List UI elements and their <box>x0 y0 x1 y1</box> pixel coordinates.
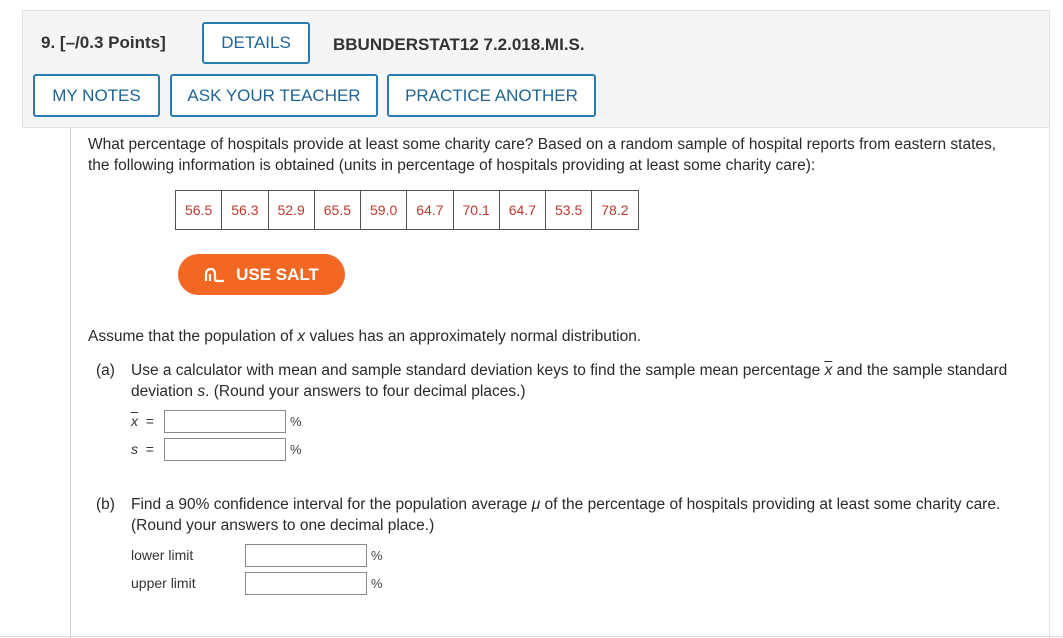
content-border-bottom <box>0 636 1063 637</box>
problem-id: BBUNDERSTAT12 7.2.018.MI.S. <box>333 35 585 54</box>
lower-limit-label: lower limit <box>131 547 194 563</box>
table-row <box>176 191 639 230</box>
data-table <box>175 190 639 230</box>
question-header <box>22 10 1050 128</box>
s-unit: % <box>290 442 302 457</box>
data-cell: 78.2 <box>592 191 638 230</box>
assumption-text: Assume that the population of x values has an approximately normal distribution. <box>88 328 642 345</box>
intro-text: What percentage of hospitals provide at least some charity care? Based on a random sample of hospital reports from eastern states, the following information is obtained (units in percentage of hospitals providing at least some charity care): <box>88 136 997 174</box>
use-salt-label: USE SALT <box>236 264 319 284</box>
data-cell: 52.9 <box>268 191 314 230</box>
use-salt-button[interactable] <box>178 254 345 295</box>
part-b-instructions: Find a 90% confidence interval for the population average μ of the percentage of hospitals providing at least some charity care. (Round your answers to one decimal place.) <box>131 496 1001 534</box>
ask-your-teacher-button[interactable]: ASK YOUR TEACHER <box>170 74 378 117</box>
data-cell: 70.1 <box>453 191 499 230</box>
salt-icon <box>204 266 226 284</box>
data-cell: 64.7 <box>499 191 545 230</box>
upper-limit-unit: % <box>371 576 383 591</box>
data-cell: 64.7 <box>407 191 453 230</box>
xbar-input[interactable] <box>164 410 286 433</box>
details-button[interactable]: DETAILS <box>202 22 310 64</box>
data-cell: 59.0 <box>361 191 407 230</box>
data-cell: 65.5 <box>314 191 360 230</box>
content-border-left <box>70 128 71 638</box>
xbar-unit: % <box>290 414 302 429</box>
data-cell: 56.3 <box>222 191 268 230</box>
my-notes-button[interactable]: MY NOTES <box>33 74 160 117</box>
lower-limit-input[interactable] <box>245 544 367 567</box>
xbar-label: $\overline{x}$ = <box>131 413 154 429</box>
data-cell: 56.5 <box>176 191 222 230</box>
practice-another-button[interactable]: PRACTICE ANOTHER <box>387 74 596 117</box>
s-input[interactable] <box>164 438 286 461</box>
question-number: 9. [–/0.3 Points] <box>41 33 166 52</box>
data-cell: 53.5 <box>546 191 592 230</box>
part-a-tag: (a) <box>96 362 115 379</box>
part-a-instructions: Use a calculator with mean and sample standard deviation keys to find the sample mean percentage $\overline{x}$ and the sample standard deviation s. (Round your answers to four decimal places.) <box>131 362 1008 400</box>
points-label: [–/0.3 Points] <box>59 33 166 52</box>
s-label: s = <box>131 441 154 457</box>
upper-limit-label: upper limit <box>131 575 196 591</box>
part-b-tag: (b) <box>96 496 115 513</box>
lower-limit-unit: % <box>371 548 383 563</box>
upper-limit-input[interactable] <box>245 572 367 595</box>
content-border-right <box>1049 128 1050 638</box>
